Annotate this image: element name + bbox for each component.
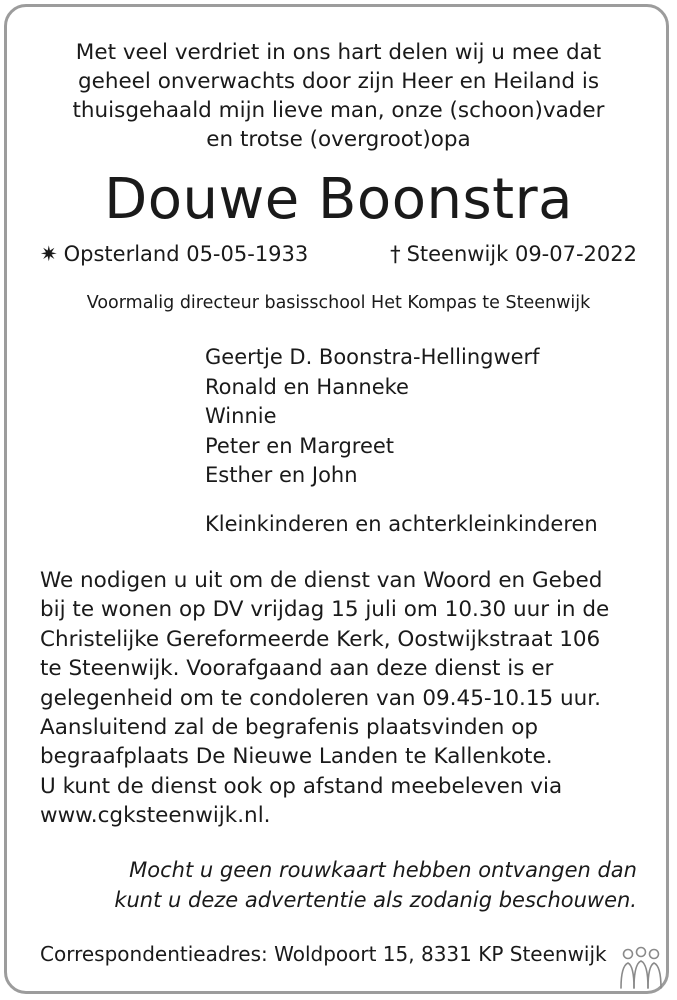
family-list — [205, 343, 540, 491]
notice-line: kunt u deze advertentie als zodanig beschouwen. — [114, 888, 637, 912]
service-line: Aansluitend zal de begrafenis plaatsvinden op — [40, 715, 539, 741]
notice-text — [114, 855, 637, 915]
service-line: gelegenheid om te condoleren van 09.45-10.15 uur. — [40, 685, 601, 711]
family-member: Geertje D. Boonstra-Hellingwerf — [205, 345, 540, 369]
family-member: Ronald en Hanneke — [205, 374, 409, 399]
service-line: Christelijke Gereformeerde Kerk, Oostwijkstraat 106 — [40, 626, 601, 652]
correspondence-address: Correspondentieadres: Woldpoort 15, 8331 KP Steenwijk — [40, 942, 607, 966]
grandchildren-text: Kleinkinderen en achterkleinkinderen — [205, 512, 598, 536]
notice-line: Mocht u geen rouwkaart hebben ontvangen dan — [129, 858, 637, 882]
death-cross-icon: † — [390, 242, 401, 266]
intro-text — [0, 38, 677, 154]
service-info — [40, 566, 609, 831]
intro-line: en trotse (overgroot)opa — [206, 127, 471, 152]
three-figures-logo-icon — [618, 946, 664, 990]
service-line: We nodigen u uit om de dienst van Woord en Gebed — [40, 568, 603, 593]
intro-line: geheel onverwachts door zijn Heer en Heiland is — [77, 69, 600, 94]
service-line: www.cgksteenwijk.nl. — [40, 803, 271, 829]
family-member: Winnie — [205, 404, 277, 428]
service-line: bij te wonen op DV vrijdag 15 juli om 10.30 uur in de — [40, 597, 610, 623]
birth-text: Opsterland 05-05-1933 — [63, 242, 309, 266]
death-text: Steenwijk 09-07-2022 — [406, 242, 637, 266]
intro-line: Met veel verdriet in ons hart delen wij u mee dat — [75, 40, 602, 65]
deceased-name: Douwe Boonstra — [104, 167, 573, 232]
death-info — [390, 240, 637, 268]
family-member: Peter en Margreet — [205, 433, 395, 458]
service-line: te Steenwijk. Voorafgaand aan deze dienst is er — [40, 656, 554, 682]
role-text: Voormalig directeur basisschool Het Kompas te Steenwijk — [86, 293, 591, 313]
intro-line: thuisgehaald mijn lieve man, onze (schoon)vader — [72, 98, 605, 123]
service-line: U kunt de dienst ook op afstand meebeleven via — [40, 773, 563, 799]
service-line: begraafplaats De Nieuwe Landen te Kallenkote. — [40, 744, 553, 770]
family-member: Esther en John — [205, 463, 358, 487]
birth-info — [40, 240, 308, 268]
birth-star-icon: ✷ — [40, 242, 58, 266]
